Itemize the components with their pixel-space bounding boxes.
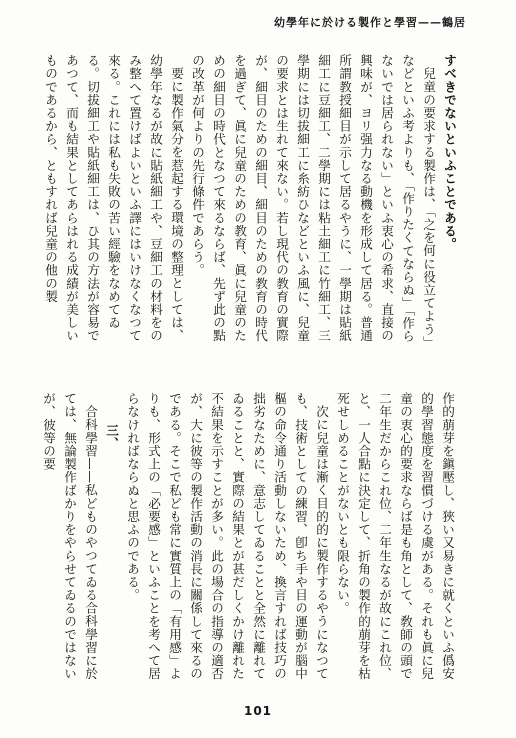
paragraph: 作的萠芽を鎭壓し、狹い又易きに就くといふ僞安的學習態度を習慣づける虞がある。それも眞に兒童の衷心的要求ならば是も角として、敎師の頭で二年生だからこれ位、二年生なるが故にこれ位、と、一人合點に決定して、折角の製作的萠芽を枯死せしめることがないとも限らない。 <box>335 392 455 681</box>
section-heading: 三、 <box>104 423 119 450</box>
running-title: 幼學年に於ける製作と學習——鶴居 <box>274 16 466 29</box>
paragraph: 要に製作氣分を惹起する環境の整理としては、幼學年なるが故に貼紙細工や、豆細工の材料をのみ整へて置けばよいといふ譯にはいけなくなつて來る。これには私も失敗の苦い經驗をなめてゐる。切拔細工や貼紙細工は、ひ其の方法が容易であつて、而も結果としてあらはれる成績が美しいものであるから、ともすれば兒童の他の製 <box>43 54 184 343</box>
paragraph: 兒童の要求する製作は、「之を何に役立てよう」などといふ考よりも、「作りたくてならぬ」「作らないでは居られない」といふ衷心の希求、直接の興味が、ヨリ强力なる動機を形成して居る。普通所謂教授細目が示して居るやうに、一學期は貼紙細工に豆細工、二學期には粘土細工に竹細工、三學期には切拔細工に糸紡ひなどといふ風に、兒童の要求とは生れて來ない。若し現代の教育の實際が、細目のための細目、細目のための教育の時代を過ぎて、眞に兒童のための教育、眞に兒童のための細目の時代となつて來るならば、先ず此の點の改革が何よりの先行條件であらう。 <box>190 54 436 349</box>
upper-text-block <box>43 54 460 350</box>
page-number: 101 <box>243 704 273 718</box>
paragraph: すべきでないといふことである。 <box>442 54 457 251</box>
lower-text-block <box>41 392 458 692</box>
paragraph: 次に兒童は漸く目的的に製作するやうになつても、技術としての練習、卽ち手や目の運動が腦中樞の命令通り活動しないため、換言すれば技巧の拙劣なために、意志してゐることと全然に離れてゐることと、實際の結果とが甚だしくかけ離れた不結果を示すことが多い。此の場合の指導の適否が、大に彼等の製作活動の消長に關係して來るのである。そこで私ども常に實質上の「有用感」よりも、形式上の「必要感」といふことを考へて居らなければならぬと思ふのである。 <box>125 392 329 681</box>
paragraph: 合科學習——私どものやつてゐる合科學習に於ては、無論製作ばかりをやらせてゐるのではないが、彼等の要 <box>41 392 98 681</box>
